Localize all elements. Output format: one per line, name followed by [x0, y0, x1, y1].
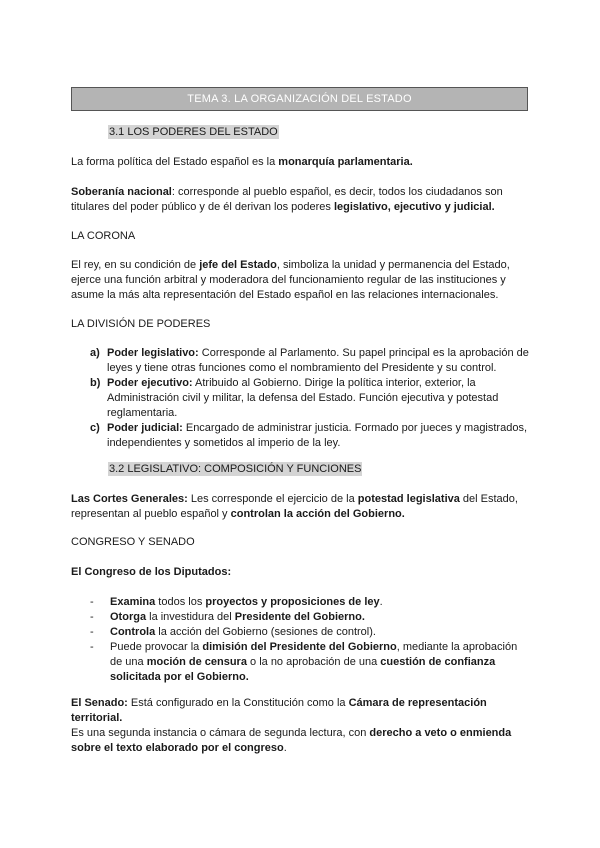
list-item: a) Poder legislativo: Corresponde al Parlamento. Su papel principal es la aprobación de leyes y tiene otras funciones como el nombramiento del Presidente y su control. [90, 347, 529, 374]
paragraph-forma-politica: La forma política del Estado español es la monarquía parlamentaria. [71, 156, 413, 168]
list-item: - Otorga la investidura del Presidente del Gobierno. [90, 611, 365, 623]
list-item: - Examina todos los proyectos y proposiciones de ley. [90, 596, 383, 608]
section-heading-division: LA DIVISIÓN DE PODERES [71, 318, 211, 330]
section-heading-congreso: CONGRESO Y SENADO [71, 536, 195, 548]
paragraph-senado: El Senado: Está configurado en la Constitución como la Cámara de representación territorial. Es una segunda instancia o cámara de segunda lectura, con derecho a veto o enmienda sobre el texto elaborado por el congreso. [71, 697, 512, 754]
section-heading-3-1: 3.1 LOS PODERES DEL ESTADO [109, 126, 278, 138]
list-item: b) Poder ejecutivo: Atribuido al Gobierno. Dirige la política interior, exterior, la Administración civil y militar, la defensa del Estado. Función ejecutiva y potestad reglamentaria. [90, 377, 499, 419]
document-title-banner [71, 87, 528, 111]
list-item: - Puede provocar la dimisión del Presidente del Gobierno, mediante la aprobación de una moción de censura o la no aprobación de una cuestión de confianza solicitada por el Gobierno. [90, 641, 518, 683]
section-heading-3-2: 3.2 LEGISLATIVO: COMPOSICIÓN Y FUNCIONES [109, 463, 362, 475]
list-item: c) Poder judicial: Encargado de administrar justicia. Formado por jueces y magistrados, independientes y sometidos al imperio de la ley. [90, 422, 528, 449]
paragraph-corona: El rey, en su condición de jefe del Estado, simboliza la unidad y permanencia del Estado, ejerce una función arbitral y moderadora del funcionamiento regular de las instituciones y asume la más alta representación del Estado español en las relaciones internacionales. [71, 259, 510, 301]
paragraph-cortes: Las Cortes Generales: Les corresponde el ejercicio de la potestad legislativa del Estado, representan al pueblo español y controlan la acción del Gobierno. [71, 493, 518, 520]
list-item: - Controla la acción del Gobierno (sesiones de control). [90, 626, 376, 638]
document-title: TEMA 3. LA ORGANIZACIÓN DEL ESTADO [187, 93, 412, 105]
congreso-list [90, 595, 530, 685]
section-heading-corona: LA CORONA [71, 230, 136, 242]
subheading-congreso: El Congreso de los Diputados: [71, 566, 232, 578]
division-list [90, 346, 530, 451]
paragraph-soberania: Soberanía nacional: corresponde al pueblo español, es decir, todos los ciudadanos son titulares del poder público y de él derivan los poderes legislativo, ejecutivo y judicial. [71, 186, 503, 213]
